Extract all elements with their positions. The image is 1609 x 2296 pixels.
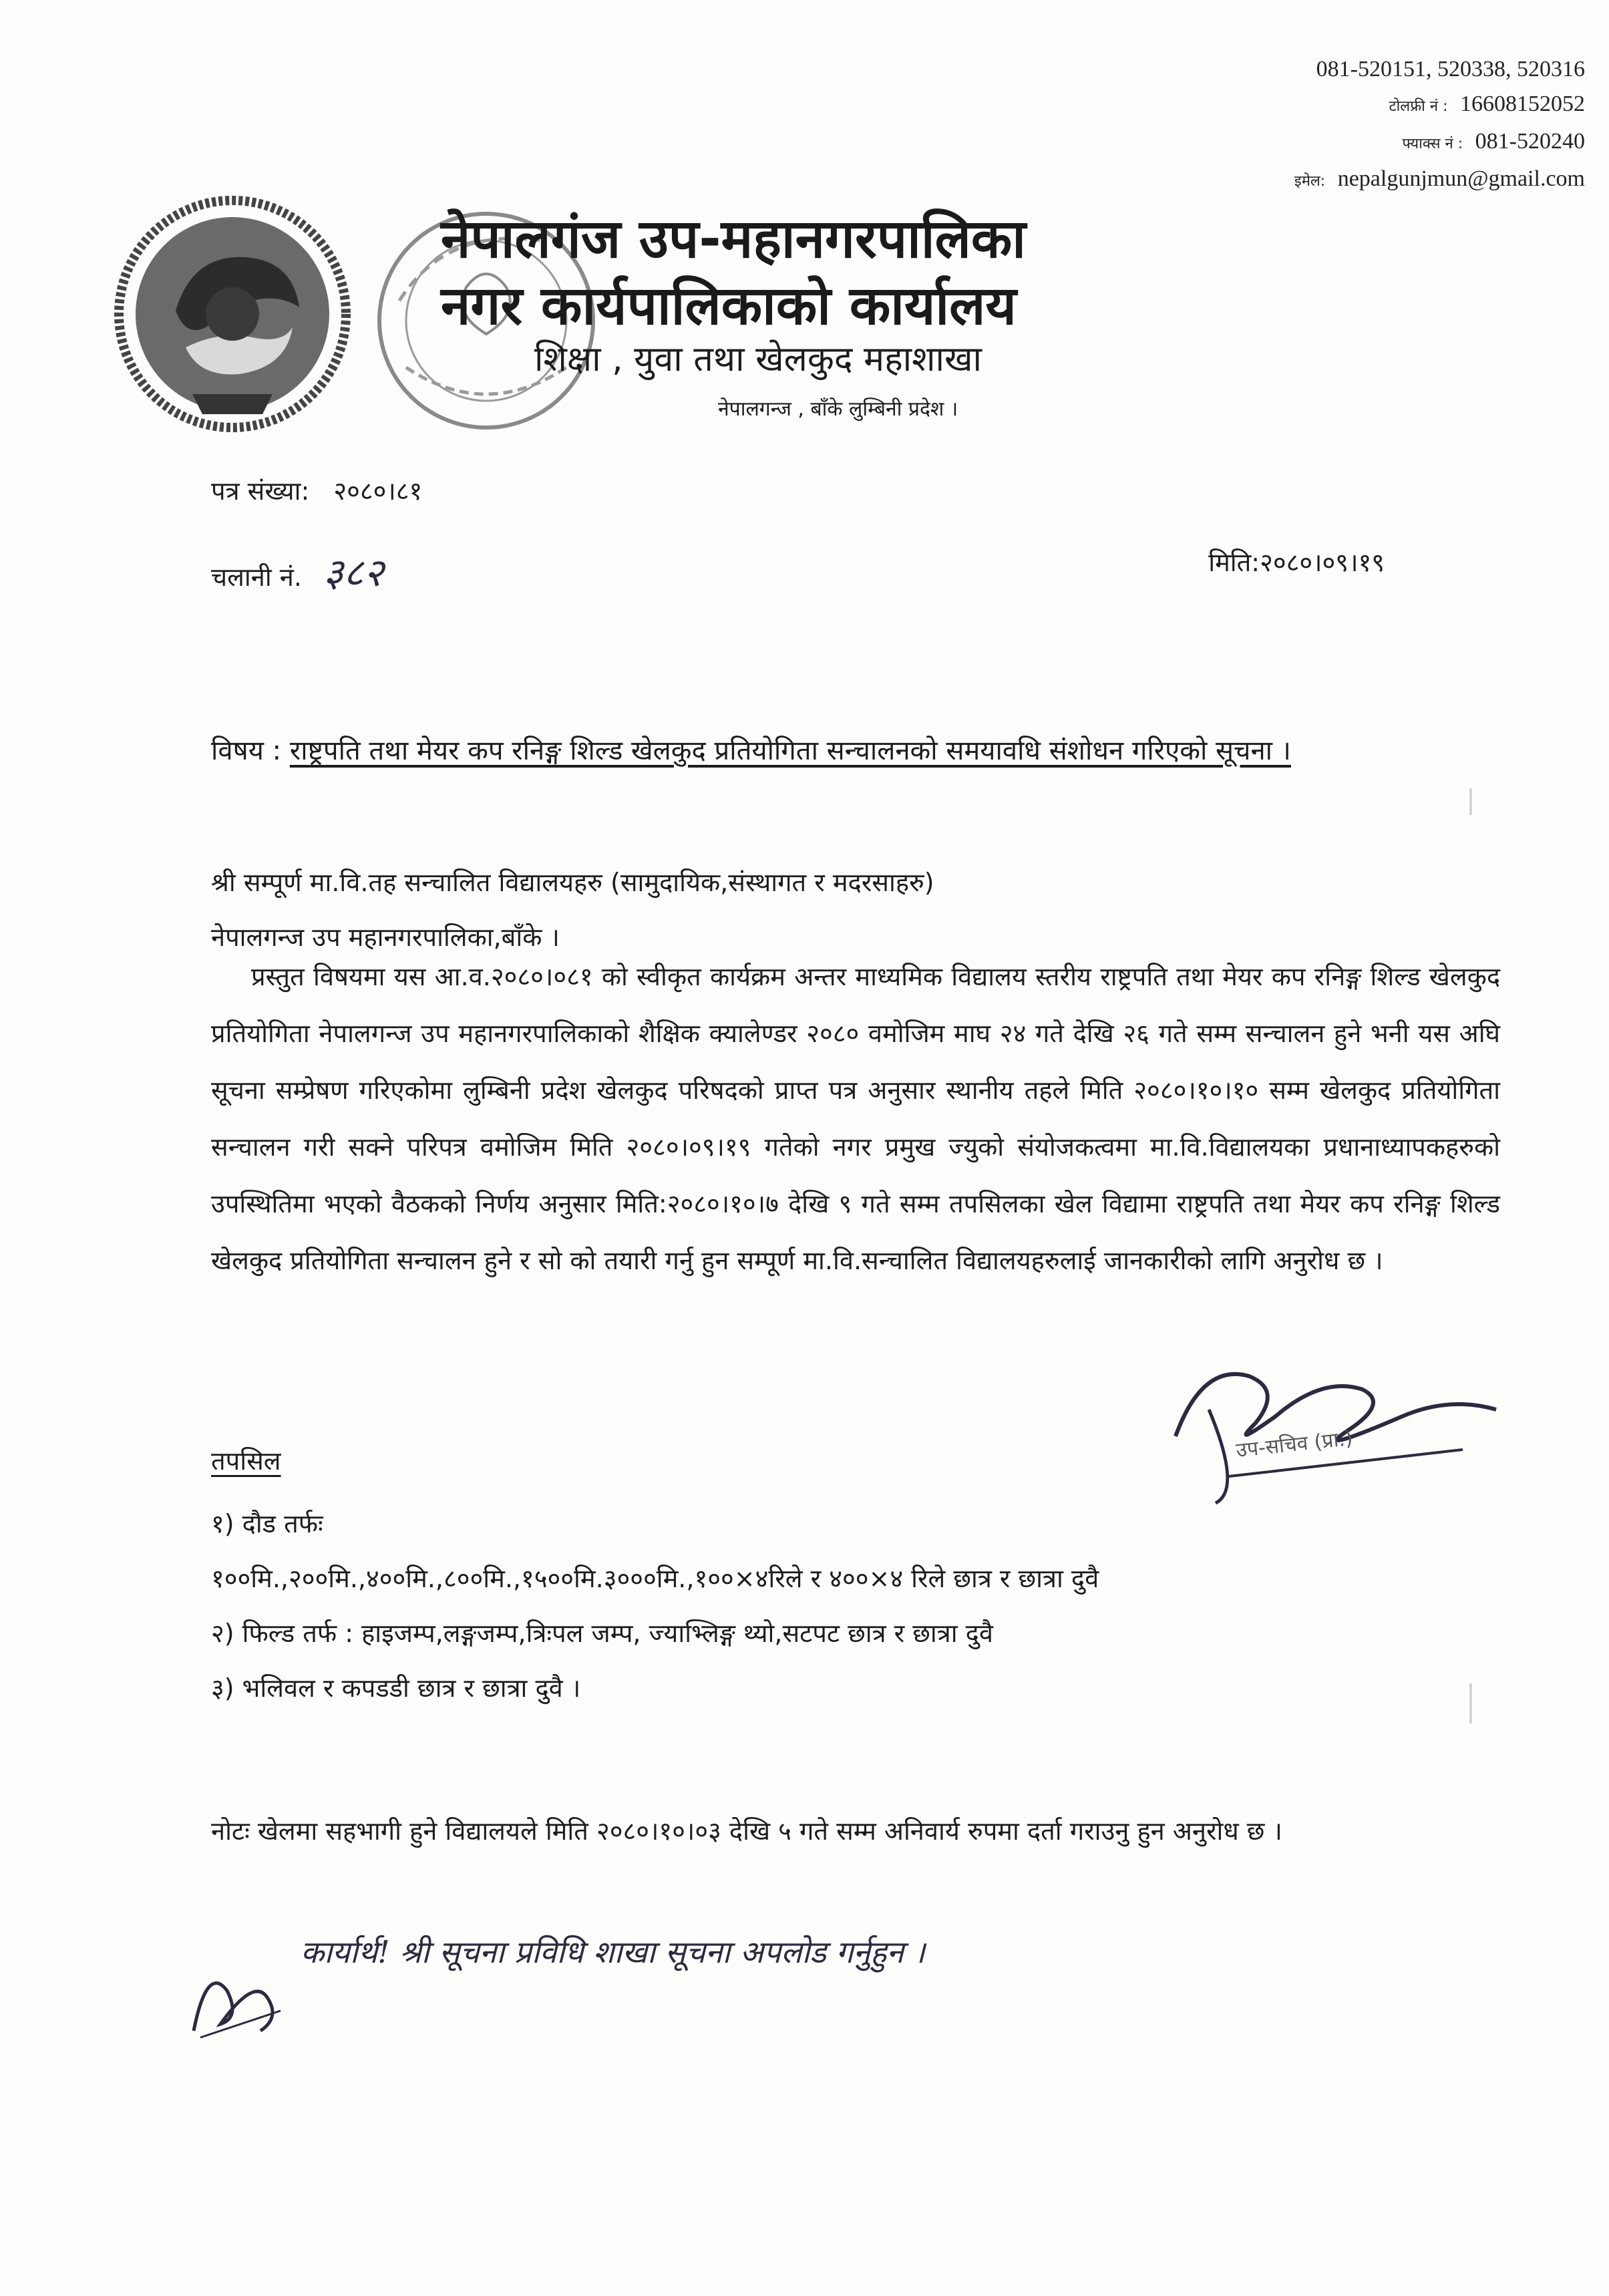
body-text: प्रस्तुत विषयमा यस आ.व.२०८०।०८१ को स्वीकृत कार्यक्रम अन्तर माध्यमिक विद्यालय स्तरीय राष्ट्रपति तथा मेयर कप रनिङ्ग शिल्ड खेलकुद प्रतियोगिता नेपालगन्ज उप महानगरपालिकाको शैक्षिक क्यालेण्डर २०८० वमोजिम माघ २४ गते देखि २६ गते सम्म सन्चालन हुने भनी यस अघि सूचना सम्प्रेषण गरिएकोमा लुम्बिनी प्रदेश खेलकुद परिषदको प्राप्त पत्र अनुसार स्थानीय तहले मिति २०८०।१०।१० सम्म खेलकुद प्रतियोगिता सन्चालन गरी सक्ने परिपत्र वमोजिम मिति २०८०।०९।१९ गतेको नगर प्रमुख ज्युको संयोजकत्वमा मा.वि.विद्यालयका प्रधानाध्यापकहरुको उपस्थितिमा भएको वैठकको निर्णय अनुसार मिति:२०८०।१०।७ देखि ९ गते सम्म तपसिलका खेल विद्यामा राष्ट्रपति तथा मेयर कप रनिङ्ग शिल्ड खेलकुद प्रतियोगिता सन्चालन हुने र सो को तयारी गर्नु हुन सम्पूर्ण मा.वि.सन्चालित विद्यालयहरुलाई जानकारीको लागि अनुरोध छ । (211, 962, 1500, 1275)
email-label: इमेल: (1294, 173, 1326, 190)
note-paragraph: नोटः खेलमा सहभागी हुने विद्यालयले मिति २०८०।१०।०३ देखि ५ गते सम्म अनिवार्य रुपमा दर्ता गराउनु हुन अनुरोध छ । (211, 1816, 1282, 1846)
letter-date: मिति:२०८०।०९।१९ (1208, 548, 1385, 577)
email-row (1238, 162, 1585, 199)
tollfree-value: 16608152052 (1460, 92, 1585, 116)
contact-block (1238, 52, 1585, 199)
dispatch-number-row (211, 544, 384, 597)
schedule-item-1-text: १००मि.,२००मि.,४००मि.,८००मि.,१५००मि.३०००मि.,१००×४रिले र ४००×४ रिले छात्र र छात्रा दुवै (211, 1564, 1099, 1593)
addressee-line-1: श्री सम्पूर्ण मा.वि.तह सन्चालित विद्यालयहरु (सामुदायिक,संस्थागत र मदरसाहरु) (211, 868, 934, 897)
email-value: nepalgunjmun@gmail.com (1337, 166, 1585, 191)
body-paragraph (211, 949, 1500, 1289)
dispatch-number-value: ३८२ (323, 550, 384, 595)
nepal-emblem-icon (112, 194, 353, 434)
signature-icon (1149, 1336, 1523, 1510)
office-address: नेपालगन्ज , बाँके लुम्बिनी प्रदेश । (718, 397, 958, 421)
schedule-heading: तपसिल (211, 1446, 281, 1476)
dispatch-number-label: चलानी नं. (211, 562, 302, 592)
subject-text: राष्ट्रपति तथा मेयर कप रनिङ्ग शिल्ड खेलकुद प्रतियोगिता सन्चालनको समयावधि संशोधन गरिएको सूचना । (289, 735, 1291, 766)
schedule-item-1-title: १) दौड तर्फः (211, 1509, 323, 1538)
handwritten-instruction: कार्यार्थ! श्री सूचना प्रविधि शाखा सूचना अपलोड गर्नुहुन । (301, 1934, 926, 1970)
office-title: नगर कार्यपालिकाको कार्यालय (441, 275, 1017, 337)
tollfree-row (1238, 87, 1585, 124)
subject-line (211, 721, 1447, 780)
signatory-title: उप-सचिव (प्रा.) (1234, 1426, 1354, 1463)
addressee-line-2: नेपालगन्ज उप महानगरपालिका,बाँके । (211, 923, 560, 952)
scan-mark (1469, 788, 1472, 815)
letter-number-value: २०८०।८१ (333, 476, 423, 506)
letter-number-label: पत्र संख्या: (211, 476, 310, 506)
schedule-list (211, 1496, 1500, 1715)
municipality-title: नेपालगंज उप-महानगरपालिका (441, 208, 1027, 270)
phone-numbers: 081-520151, 520338, 520316 (1316, 57, 1585, 81)
division-title: शिक्षा , युवा तथा खेलकुद महाशाखा (534, 339, 982, 379)
schedule-item-2: २) फिल्ड तर्फ : हाइजम्प,लङ्गजम्प,त्रिःपल जम्प, ज्याभ्लिङ्ग थ्यो,सटपट छात्र र छात्रा दुवै (211, 1619, 993, 1648)
scan-mark (1469, 1683, 1472, 1724)
schedule-item-3: ३) भलिवल र कपडडी छात्र र छात्रा दुवै । (211, 1673, 581, 1703)
fax-row (1238, 124, 1585, 162)
subject-label: विषय : (211, 735, 282, 766)
fax-label: फ्याक्स नं : (1402, 136, 1463, 152)
initials-icon (180, 1951, 294, 2044)
letter-number-row (211, 473, 422, 508)
fax-value: 081-520240 (1475, 129, 1585, 154)
tollfree-label: टोलफ्री नं : (1389, 98, 1448, 115)
